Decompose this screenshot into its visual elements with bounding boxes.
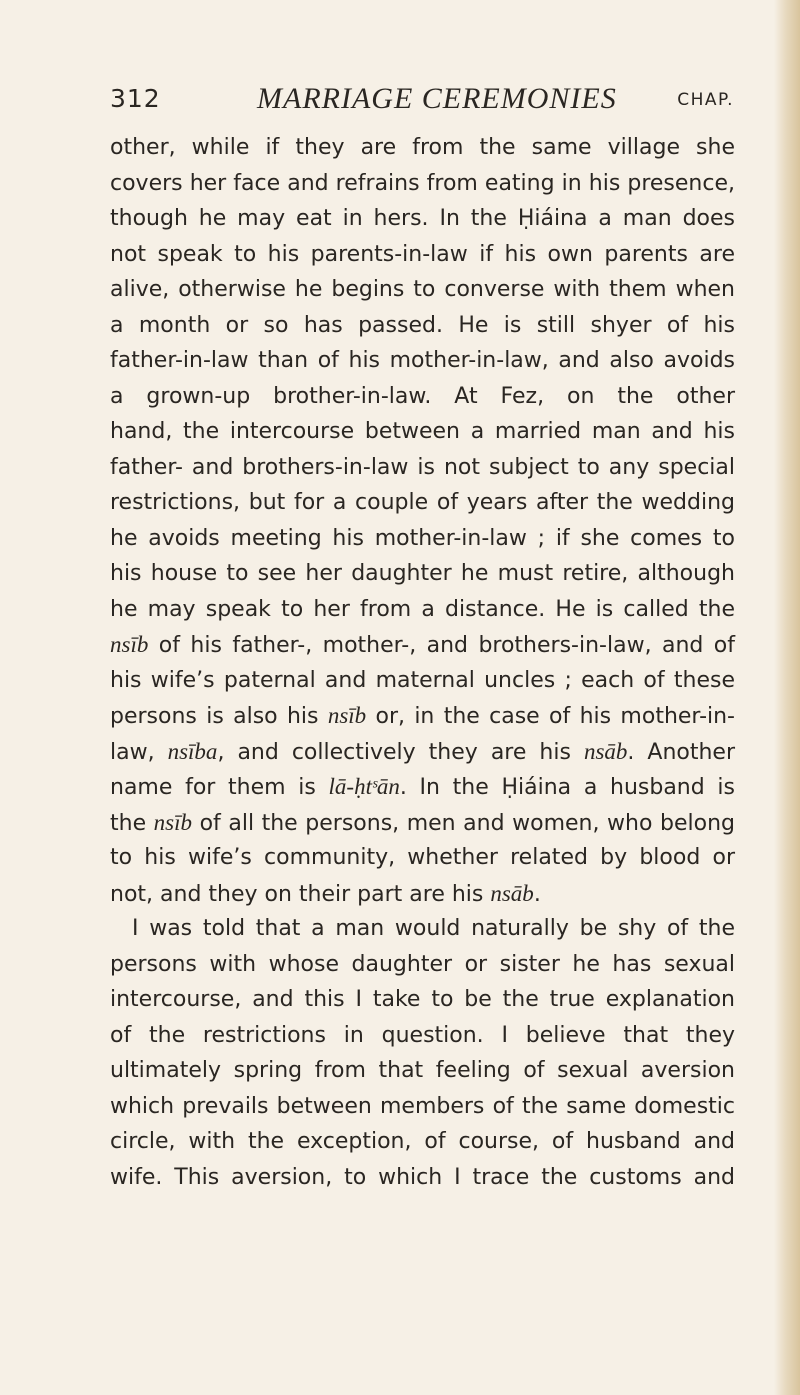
text-segment: alive, otherwise he begins to converse with them when: [110, 277, 735, 302]
text-line: [110, 592, 735, 628]
text-segment: to his wife’s community, whether related by blood or: [110, 845, 735, 870]
text-segment: ultimately spring from that feeling of sexual aversion: [110, 1058, 735, 1083]
text-segment: he avoids meeting his mother-in-law ; if she comes to: [110, 525, 735, 551]
text-segment: which prevails between members of the same domestic: [110, 1093, 735, 1119]
running-title: MARRIAGE CEREMONIES: [257, 82, 617, 115]
text-segment: .: [533, 881, 541, 907]
text-segment: father- and brothers-in-law is not subject to any special: [110, 454, 735, 480]
text-segment: though he may eat in hers. In the Ḥiáina a man does: [110, 206, 735, 231]
text-line: [110, 485, 735, 521]
body-text: [110, 130, 735, 1195]
text-segment: other, while if they are from the same village she: [110, 135, 735, 160]
text-line: [110, 1053, 735, 1089]
text-segment: I was told that a man would naturally be shy of the: [132, 916, 735, 941]
italic-term: nsāb: [583, 738, 628, 764]
text-segment: persons with whose daughter or sister he has sexual: [110, 951, 735, 977]
text-line: [110, 414, 735, 450]
text-line: [110, 166, 735, 202]
text-segment: . Another: [627, 739, 735, 765]
text-line: [110, 982, 735, 1018]
chapter-label: CHAP.: [677, 90, 734, 110]
text-line: [110, 876, 735, 912]
text-segment: of the restrictions in question. I believe that they: [110, 1022, 735, 1048]
text-line: [110, 840, 735, 876]
text-segment: a month or so has passed. He is still shyer of his: [110, 312, 735, 338]
page-header: [110, 84, 734, 120]
text-line: [110, 556, 735, 592]
text-segment: not speak to his parents-in-law if his own parents are: [110, 241, 735, 267]
text-segment: his wife’s paternal and maternal uncles ; each of these: [110, 667, 735, 693]
text-line: [110, 1018, 735, 1054]
italic-term: nsība: [167, 738, 218, 764]
text-segment: , and collectively they are his: [217, 739, 584, 765]
text-line: [110, 1124, 735, 1160]
italic-term: nsāb: [490, 880, 534, 906]
text-line: [110, 450, 735, 486]
text-line: [110, 1160, 735, 1196]
text-line: [110, 343, 735, 379]
text-segment: father-in-law than of his mother-in-law, and also avoids: [110, 348, 735, 373]
italic-term: nsīb: [327, 703, 367, 728]
text-line: [110, 627, 735, 663]
text-segment: persons is also his: [110, 704, 328, 729]
text-segment: the: [110, 810, 154, 836]
text-segment: he may speak to her from a distance. He is called the: [110, 596, 735, 622]
text-line: [110, 769, 735, 805]
italic-term: nsīb: [153, 809, 193, 835]
text-line: [110, 805, 735, 841]
text-segment: his house to see her daughter he must retire, although: [110, 561, 735, 586]
text-segment: a grown-up brother-in-law. At Fez, on the other: [110, 383, 735, 409]
text-line: [110, 272, 735, 308]
text-line: [110, 947, 735, 983]
text-segment: or, in the case of his mother-in-: [366, 704, 735, 729]
text-segment: name for them is: [110, 775, 329, 800]
text-line: [110, 1089, 735, 1125]
text-segment: of his father-, mother-, and brothers-in-law, and of: [148, 633, 735, 658]
text-segment: circle, with the exception, of course, of husband and: [110, 1129, 735, 1154]
text-line: [110, 698, 735, 734]
text-line: [110, 379, 735, 415]
text-line: [110, 911, 735, 947]
text-line: [110, 734, 735, 770]
text-segment: not, and they on their part are his: [110, 881, 491, 907]
text-segment: hand, the intercourse between a married man and his: [110, 419, 735, 444]
text-line: [110, 663, 735, 699]
text-segment: covers her face and refrains from eating in his presence,: [110, 170, 735, 196]
text-line: [110, 201, 735, 237]
page-edge-shading: [774, 0, 800, 1395]
text-line: [110, 521, 735, 557]
text-segment: law,: [110, 739, 168, 765]
text-line: [110, 237, 735, 273]
italic-term: nsīb: [110, 632, 149, 657]
page-number: 312: [110, 84, 161, 113]
text-line: [110, 130, 735, 166]
text-line: [110, 308, 735, 344]
text-segment: wife. This aversion, to which I trace the customs and: [110, 1164, 735, 1190]
text-segment: . In the Ḥiáina a husband is: [399, 775, 735, 800]
italic-term: lā-ḥtˢān: [328, 774, 400, 799]
text-segment: intercourse, and this I take to be the true explanation: [110, 987, 735, 1012]
text-segment: of all the persons, men and women, who belong: [192, 810, 735, 836]
text-segment: restrictions, but for a couple of years after the wedding: [110, 490, 735, 515]
